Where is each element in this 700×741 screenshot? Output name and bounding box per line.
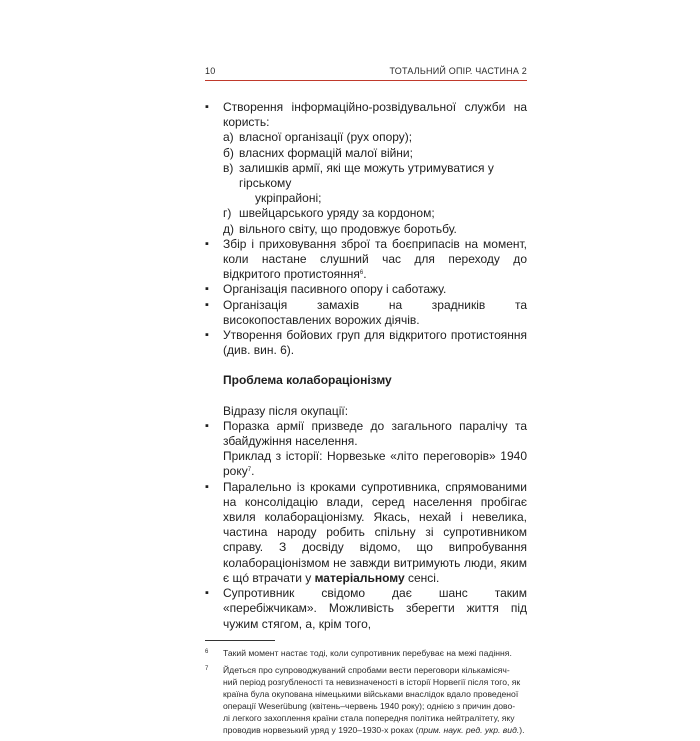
- sub-item-text: вільного світу, що продовжує боротьбу.: [239, 221, 457, 236]
- sub-list-item: [223, 146, 527, 161]
- running-header: [205, 66, 527, 81]
- footnote-line: лі легкого захоплення країни стала попередня політика нейтралітету, яку: [223, 712, 515, 723]
- book-page: [205, 66, 527, 741]
- list-item-text: Збір і приховування зброї та боєприпасів на момент, коли настане слушний час для переходу до відкритого протистояння: [223, 236, 527, 282]
- history-example-punct: .: [251, 464, 255, 479]
- sub-list-item: [223, 206, 527, 221]
- list-item: [205, 237, 527, 283]
- footnote-ref[interactable]: 7: [247, 467, 252, 474]
- footnote-ref[interactable]: 6: [359, 270, 364, 277]
- sub-item-letter: д): [223, 221, 234, 236]
- list-item: [205, 419, 527, 480]
- sub-item-letter: а): [223, 130, 234, 145]
- footnote-number: 6: [205, 648, 209, 655]
- footnote-line: ний період розгубленості та невизначеності в історії Норвегії після того, як: [223, 676, 521, 687]
- list-item-text: Організація замахів на зрадників та високопоставлених ворожих діячів.: [223, 297, 527, 327]
- sub-item-text: швейцарського уряду за кордоном;: [239, 206, 435, 221]
- running-title: ТОТАЛЬНИЙ ОПІР. ЧАСТИНА 2: [389, 66, 527, 76]
- list-item: [205, 100, 527, 237]
- footnote-line: операції Weserübung (квітень–червень 1940 року); однією з причин дово-: [223, 700, 516, 711]
- list-item: [205, 480, 527, 586]
- list-item: [205, 328, 527, 358]
- list-item-text: Утворення бойових груп для відкритого протистояння (див. вин. 6).: [223, 328, 527, 358]
- footnote-line: країна була окупована німецькими військами внаслідок вдало проведеної: [223, 688, 519, 699]
- tasks-list: [205, 100, 527, 358]
- history-example: [223, 449, 527, 479]
- list-item: [205, 282, 527, 297]
- emphasis-text: матеріальному: [314, 570, 405, 585]
- section-lead: Відразу після окупації:: [223, 403, 349, 418]
- sub-item-letter: г): [223, 206, 232, 221]
- footnote-line-end: ).: [519, 724, 525, 735]
- footnote-number: 7: [205, 665, 209, 672]
- sub-item-letter: в): [223, 160, 234, 175]
- footnotes: [205, 647, 527, 736]
- footnote-text: [223, 647, 527, 659]
- list-item: [205, 298, 527, 328]
- main-text: [205, 100, 527, 736]
- sub-list-item: [223, 161, 527, 207]
- section-heading: Проблема колабораціонізму: [223, 373, 392, 388]
- footnote-divider: [205, 640, 275, 641]
- list-item-text: ▪ Поразка армії призведе до загального паралічу та збайдужіння населення.: [223, 418, 527, 449]
- sub-item-text: власної організації (рух опору);: [239, 130, 413, 145]
- list-item-text: ▪ Створення інформаційно-розвідувальної служби на користь:: [223, 100, 527, 130]
- sub-item-text: власних формацій малої війни;: [239, 145, 413, 160]
- page-number: 10: [205, 66, 216, 76]
- collaboration-list: [205, 419, 527, 632]
- list-item: [205, 586, 527, 632]
- sub-item-text: залишків армії, які ще можуть утримуватися у гірському: [239, 160, 494, 191]
- sub-list: [223, 130, 527, 236]
- list-item-text: Паралельно із кроками супротивника, спрямованими на консолідацію влади, серед населення пробігає хвиля колабораціонізму. Якась, нехай і невелика, частина народу робить спільну зі супротивником справу. З досвіду відомо, що випробування колабораціонізмом не завжди витримують люди, яким є щó втрачати у: [223, 479, 527, 585]
- footnote-line: Йдеться про супроводжуваний спробами вести переговори кількамісяч-: [223, 664, 510, 675]
- footnote-line: Такий момент настає тоді, коли супротивник перебуває на межі падіння.: [223, 647, 512, 658]
- list-item-text-end: сенсі.: [404, 570, 440, 585]
- sub-list-item: [223, 130, 527, 145]
- sub-list-item: [223, 222, 527, 237]
- list-item-text: Супротивник свідомо дає шанс таким «перебіжчикам». Можливість зберегти життя під чужим стягом, а, крім того,: [223, 586, 527, 631]
- list-item-text: Організація пасивного опору і саботажу.: [223, 282, 447, 297]
- editor-note: прим. наук. ред. укр. вид.: [418, 724, 520, 735]
- list-item-punct: .: [363, 267, 367, 282]
- sub-item-text-wrap: [239, 161, 527, 207]
- footnote: [205, 647, 527, 659]
- sub-item-text-continued: укріпрайоні;: [255, 191, 322, 206]
- sub-item-letter: б): [223, 145, 234, 160]
- footnote-line-text: проводив норвезький уряд у 1920–1930-х роках (: [223, 724, 419, 735]
- footnote-line: [223, 724, 527, 736]
- history-example-text: Приклад з історії: Норвезьке «літо переговорів» 1940 року: [223, 449, 527, 479]
